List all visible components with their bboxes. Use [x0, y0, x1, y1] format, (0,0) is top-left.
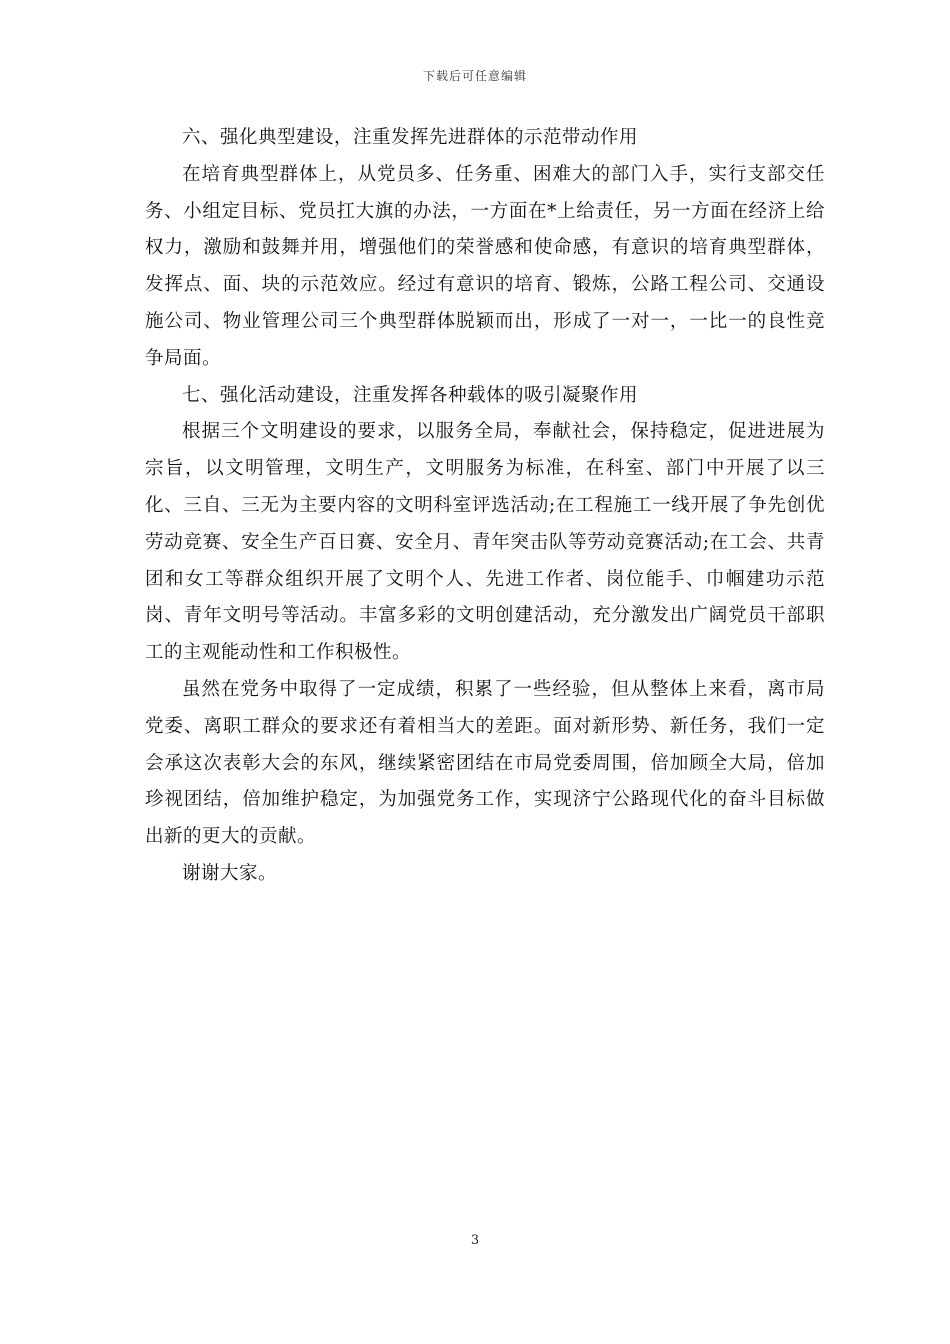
section-heading-six: 六、强化典型建设，注重发挥先进群体的示范带动作用	[182, 127, 639, 148]
document-body	[145, 120, 825, 893]
paragraph-typical-groups: 在培育典型群体上，从党员多、任务重、困难大的部门入手，实行支部交任务、小组定目标、党员扛大旗的办法，一方面在*上给责任，另一方面在经济上给权力，激励和鼓舞并用，增强他们的荣誉感和使命感，有意识的培育典型群体，发挥点、面、块的示范效应。经过有意识的培育、锻炼，公路工程公司、交通设施公司、物业管理公司三个典型群体脱颖而出，形成了一对一，一比一的良性竞争局面。	[145, 163, 825, 369]
paragraph-conclusion: 虽然在党务中取得了一定成绩，积累了一些经验，但从整体上来看，离市局党委、离职工群众的要求还有着相当大的差距。面对新形势、新任务，我们一定会承这次表彰大会的东风，继续紧密团结在市局党委周围，倍加顾全大局，倍加珍视团结，倍加维护稳定，为加强党务工作，实现济宁公路现代化的奋斗目标做出新的更大的贡献。	[145, 678, 825, 848]
section-heading-seven: 七、强化活动建设，注重发挥各种载体的吸引凝聚作用	[182, 384, 639, 406]
header-note: 下载后可任意编辑	[422, 69, 527, 83]
page-number: 3	[470, 1233, 480, 1248]
paragraph-civilization-activities: 根据三个文明建设的要求，以服务全局，奉献社会，保持稳定，促进进展为宗旨，以文明管理，文明生产，文明服务为标准，在科室、部门中开展了以三化、三自、三无为主要内容的文明科室评选活动;在工程施工一线开展了争先创优劳动竞赛、安全生产百日赛、安全月、青年突击队等劳动竞赛活动;在工会、共青团和女工等群众组织开展了文明个人、先进工作者、岗位能手、巾帼建功示范岗、青年文明号等活动。丰富多彩的文明创建活动，充分激发出广阔党员干部职工的主观能动性和工作积极性。	[145, 421, 825, 664]
paragraph-thanks: 谢谢大家。	[182, 862, 278, 884]
